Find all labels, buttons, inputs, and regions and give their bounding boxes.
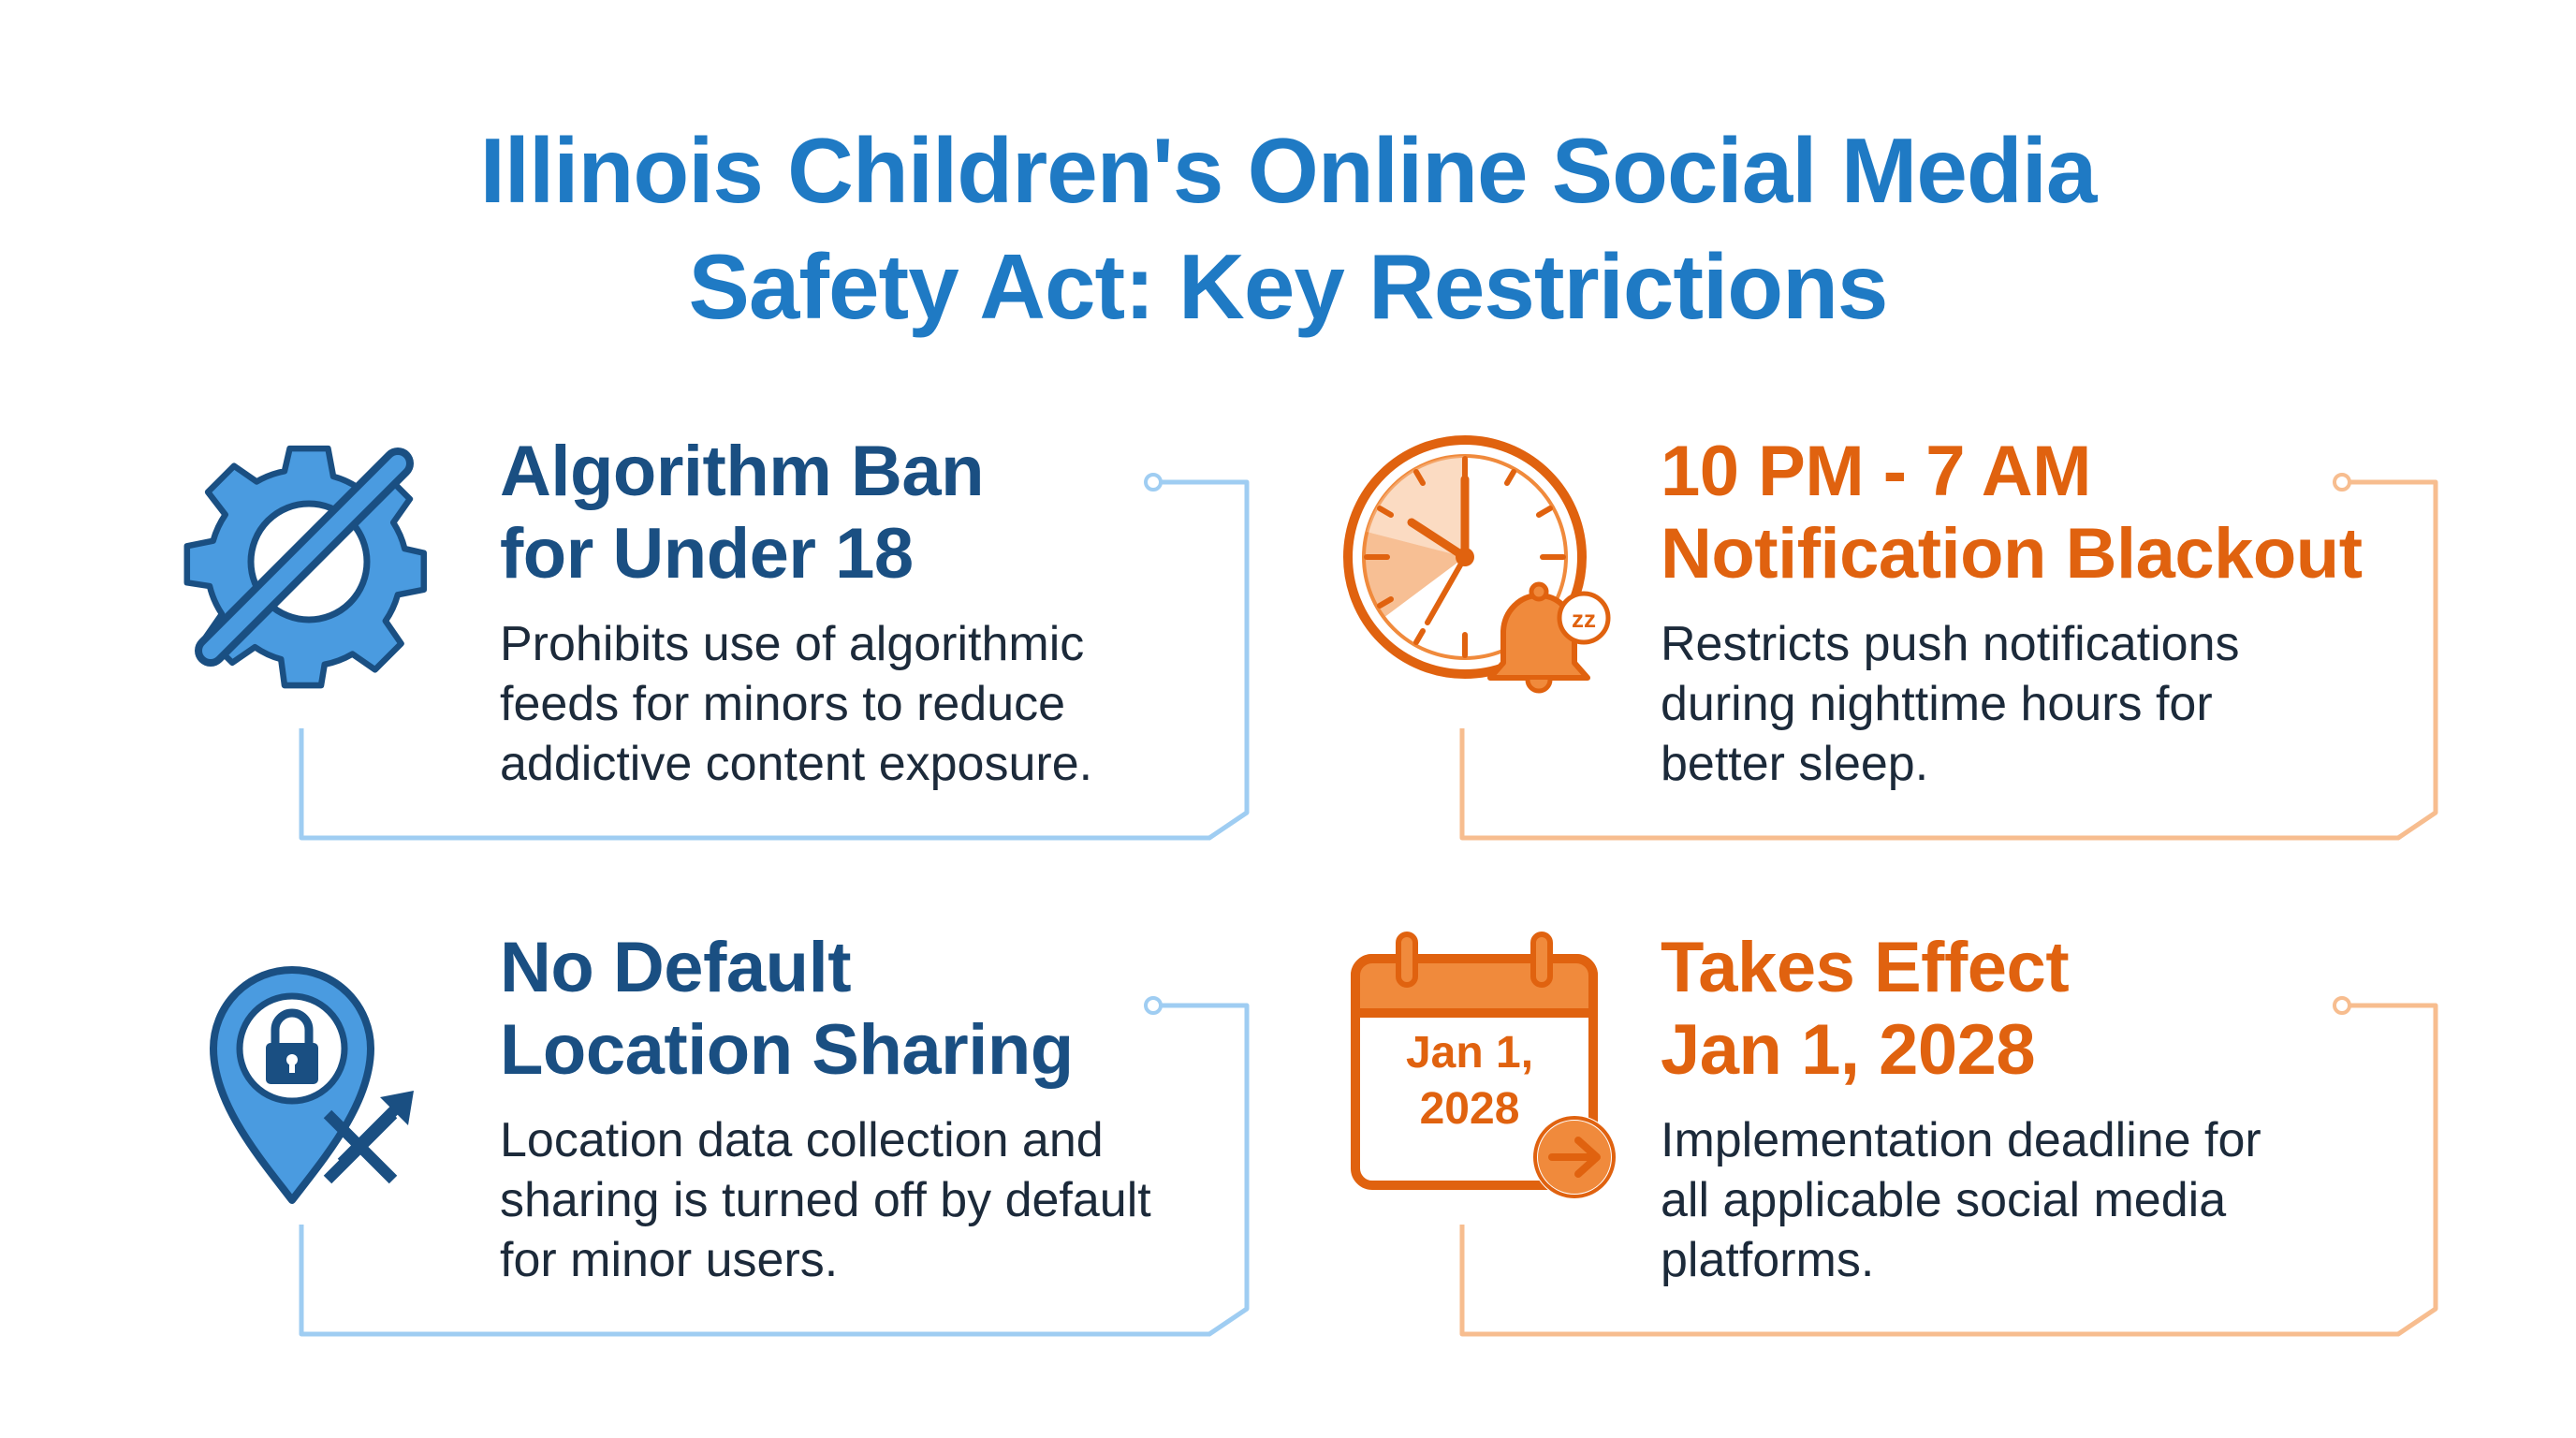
heading-line-1: Algorithm Ban [500, 432, 985, 511]
card-heading [500, 927, 1074, 1092]
sleep-badge: zz [1572, 605, 1596, 633]
desc-line-1: Implementation deadline for [1661, 1113, 2261, 1167]
heading-line-2: Jan 1, 2028 [1661, 1010, 2036, 1090]
desc-line-3: better sleep. [1661, 737, 1929, 791]
desc-line-3: for minor users. [500, 1233, 839, 1287]
gear-slash-icon [178, 431, 440, 693]
card-notification-blackout [1339, 431, 2443, 852]
heading-line-2: Location Sharing [500, 1010, 1074, 1090]
heading-line-1: 10 PM - 7 AM [1661, 432, 2091, 511]
card-heading [1661, 431, 2363, 595]
heading-line-1: No Default [500, 928, 851, 1007]
title-line-2: Safety Act: Key Restrictions [688, 235, 1888, 338]
card-location-sharing [168, 927, 1273, 1348]
clock-bell-icon [1339, 431, 1619, 712]
heading-line-1: Takes Effect [1661, 928, 2070, 1007]
desc-line-1: Restricts push notifications [1661, 617, 2240, 671]
card-description [500, 614, 1092, 794]
card-description [500, 1110, 1151, 1290]
desc-line-1: Prohibits use of algorithmic [500, 617, 1085, 671]
location-lock-icon [206, 955, 431, 1217]
desc-line-2: sharing is turned off by default [500, 1173, 1151, 1227]
calendar-arrow-icon [1339, 927, 1638, 1217]
calendar-date-line-2: 2028 [1419, 1084, 1520, 1134]
desc-line-2: feeds for minors to reduce [500, 677, 1066, 731]
desc-line-3: addictive content exposure. [500, 737, 1093, 791]
desc-line-3: platforms. [1661, 1233, 1875, 1287]
desc-line-2: during nighttime hours for [1661, 677, 2213, 731]
card-heading [500, 431, 984, 595]
page-title [0, 112, 2576, 345]
card-heading [1661, 927, 2069, 1092]
title-line-1: Illinois Children's Online Social Media [479, 119, 2097, 222]
heading-line-2: Notification Blackout [1661, 514, 2363, 594]
card-algorithm-ban [168, 431, 1273, 852]
desc-line-2: all applicable social media [1661, 1173, 2227, 1227]
card-takes-effect [1339, 927, 2443, 1348]
heading-line-2: for Under 18 [500, 514, 914, 594]
card-description [1661, 1110, 2261, 1290]
calendar-date-line-1: Jan 1, [1405, 1028, 1534, 1078]
desc-line-1: Location data collection and [500, 1113, 1104, 1167]
card-description [1661, 614, 2240, 794]
